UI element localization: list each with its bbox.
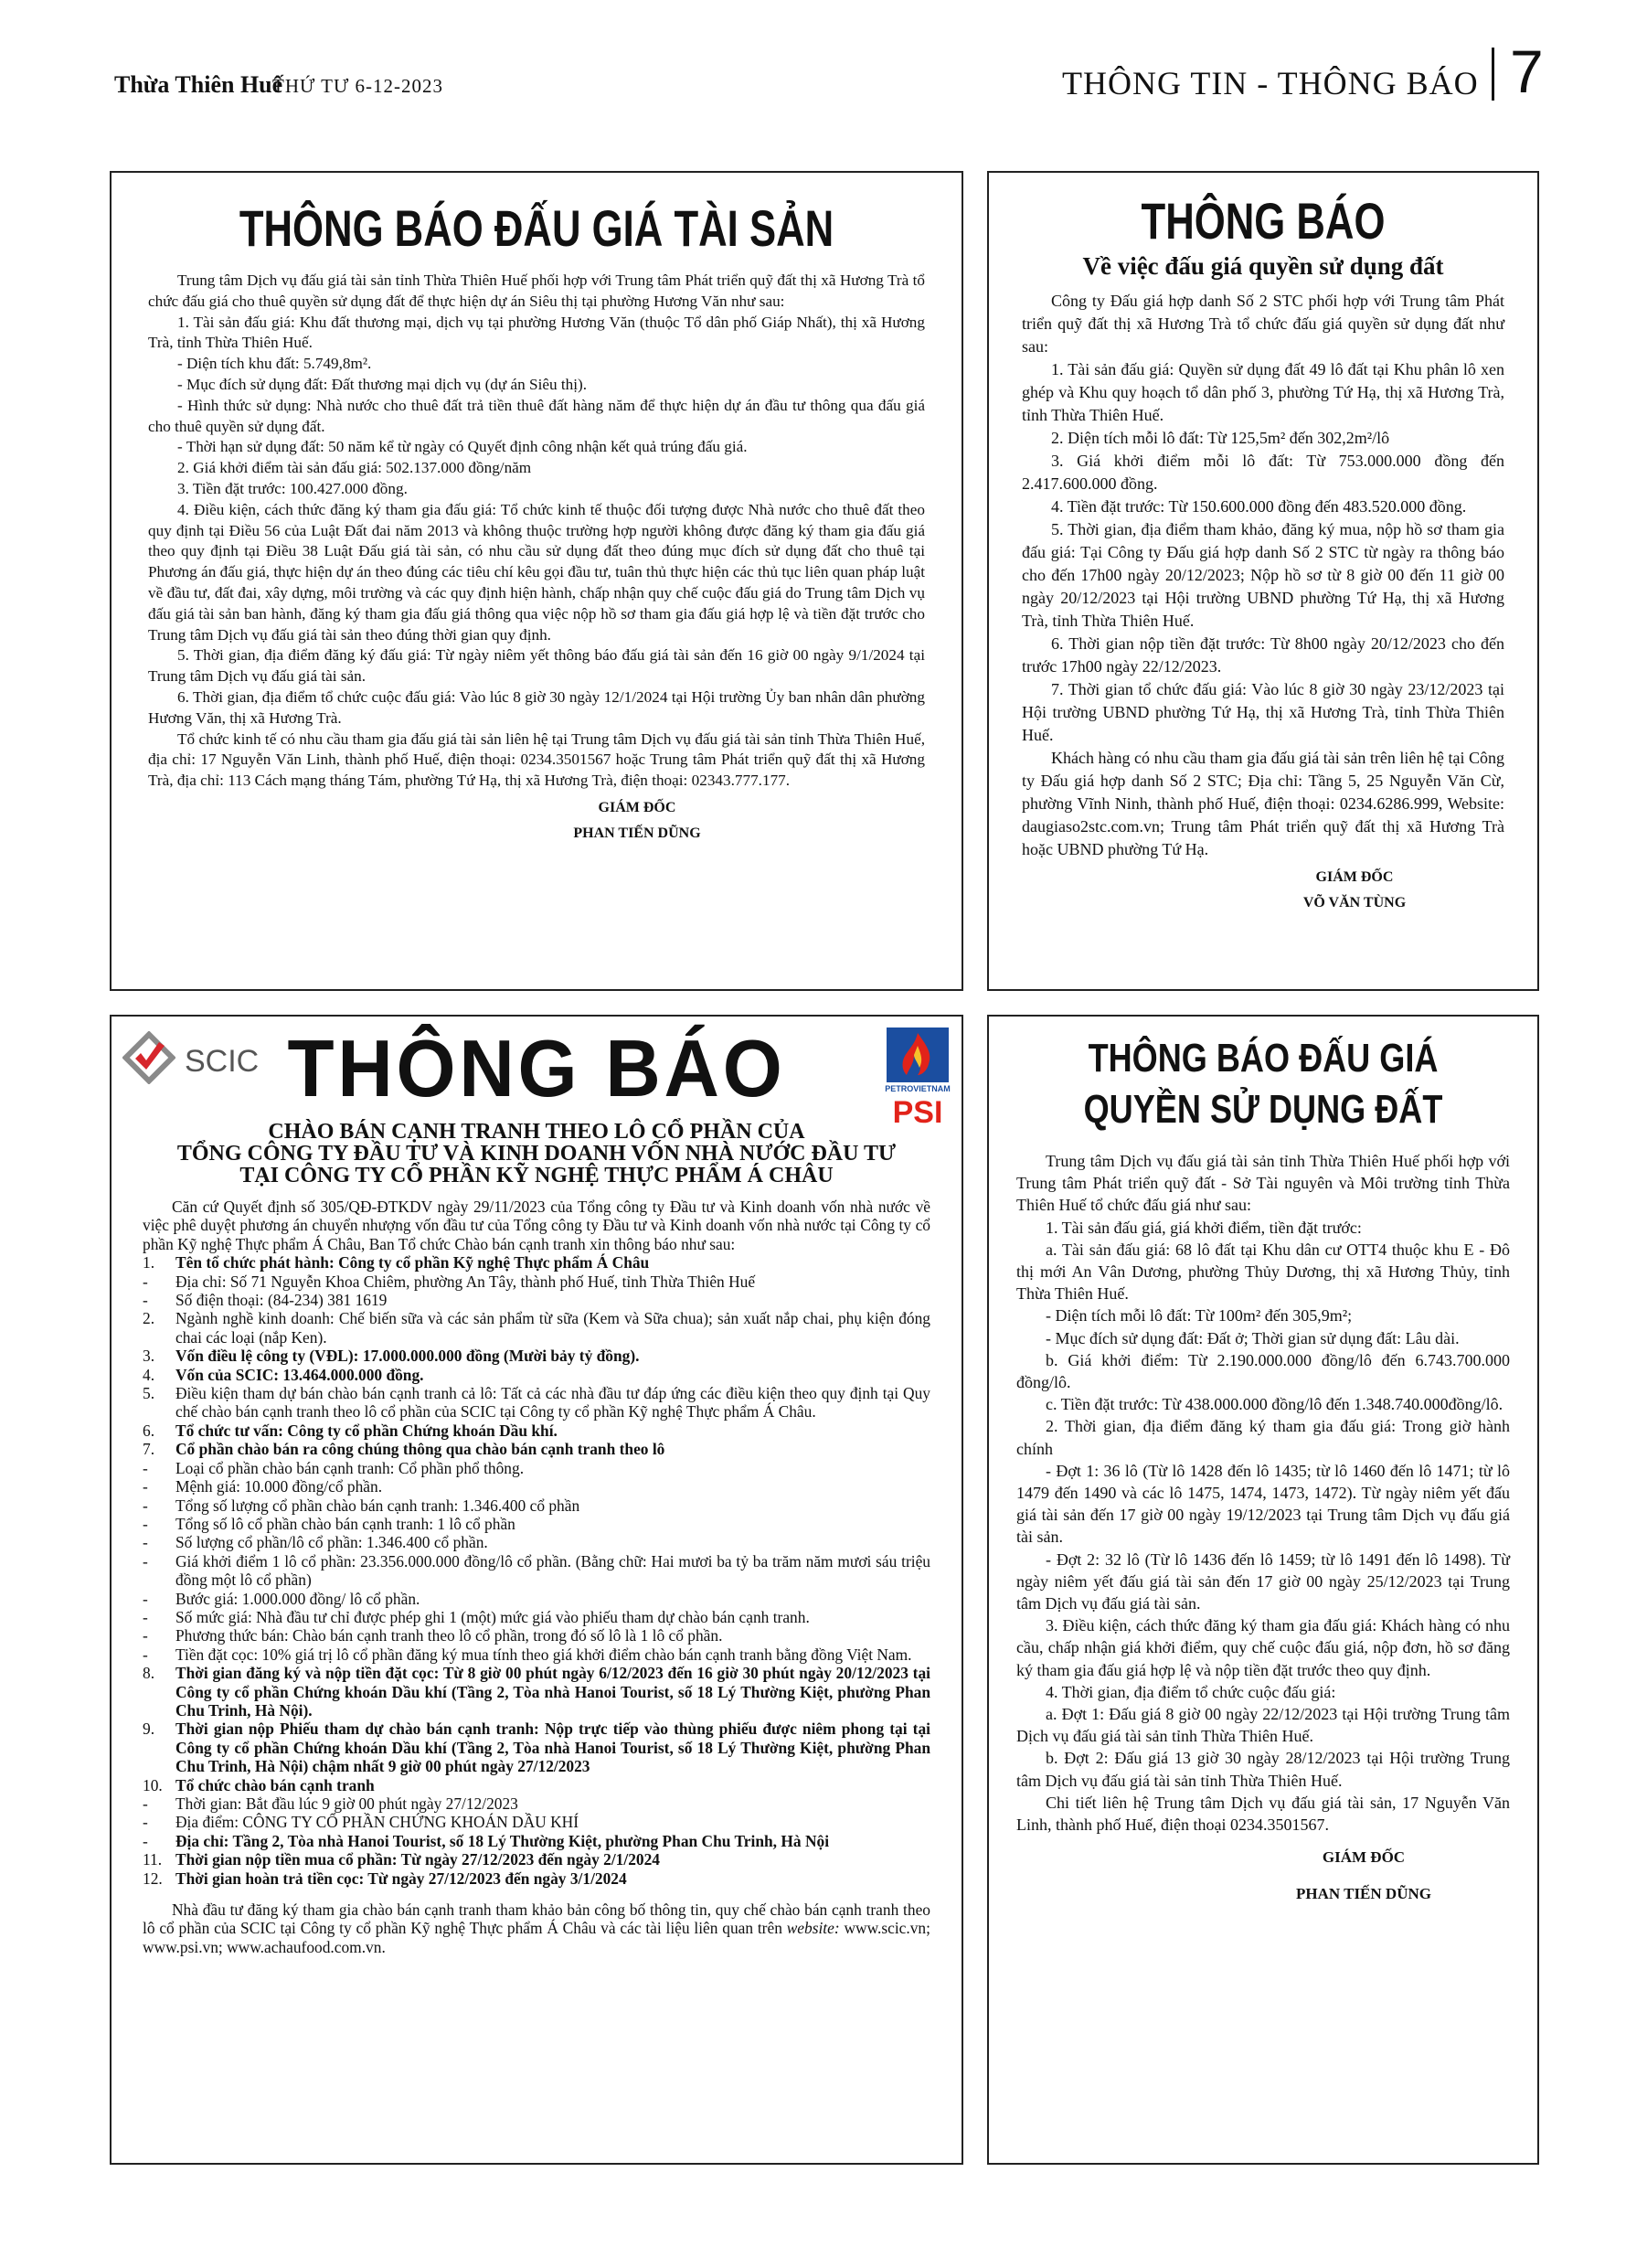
header-divider [1492, 48, 1494, 101]
paragraph: 2. Thời gian, địa điểm đăng ký tham gia đấu giá: Trong giờ hành chính [1016, 1417, 1510, 1458]
paragraph: 6. Thời gian, địa điểm tổ chức cuộc đấu giá: Vào lúc 8 giờ 30 ngày 12/1/2024 tại Hội trường Ủy ban nhân dân phường Hương Văn, thị xã Hương Trà. [148, 687, 925, 727]
paragraph: 3. Giá khởi điểm mỗi lô đất: Từ 753.000.000 đồng đến 2.417.600.000 đồng. [1022, 452, 1504, 493]
paragraph: 2. Diện tích mỗi lô đất: Từ 125,5m² đến 302,2m²/lô [1051, 429, 1390, 447]
list-item: - Địa chỉ: Tầng 2, Tòa nhà Hanoi Tourist, số 18 Lý Thường Kiệt, phường Phan Chu Trinh, Hà Nội [143, 1831, 830, 1850]
list-item: 9. Thời gian nộp Phiếu tham dự chào bán cạnh tranh: Nộp trực tiếp vào thùng phiếu được niêm phong tại tại Công ty cổ phần Chứng khoán Dầu khí (Tầng 2, Tòa nhà Hanoi Tourist, số 18 Lý Thường Kiệt, phường Phan Chu Trinh, Hà Nội) chậm nhất 9 giờ 00 phút ngày 27/12/2023 [143, 1720, 930, 1776]
list-item: - Tiền đặt cọc: 10% giá trị lô cổ phần đăng ký mua tính theo giá khởi điểm chào bán cạnh tranh bằng đồng Việt Nam. [143, 1645, 912, 1664]
paragraph: Công ty Đấu giá hợp danh Số 2 STC phối hợp với Trung tâm Phát triển quỹ đất thị xã Hương Trà tổ chức đấu giá quyền sử dụng đất như sau: [1022, 292, 1504, 356]
paragraph: Khách hàng có nhu cầu tham gia đấu giá tài sản trên liên hệ tại Công ty Đấu giá hợp danh Số 2 STC; Địa chỉ: Tầng 5, 25 Nguyễn Văn Cừ, phường Vĩnh Ninh, thành phố Huế, điện thoại: 0234.6286.999, Website: daugiaso2stc.com.vn; Trung tâm Phát triển quỹ đất thị xã Hương Trà hoặc UBND phường Tứ Hạ. [1022, 749, 1504, 858]
notice-asset-auction [110, 171, 963, 991]
notice-subtitle [143, 1121, 930, 1187]
paragraph: 5. Thời gian, địa điểm đăng ký đấu giá: Từ ngày niêm yết thông báo đấu giá tài sản đến 16 giờ 00 ngày 9/1/2024 tại Trung tâm Dịch vụ đấu giá tài sản. [148, 646, 925, 686]
paragraph: a. Đợt 1: Đấu giá 8 giờ 00 ngày 22/12/2023 tại Hội trường Trung tâm Dịch vụ đấu giá tài sản tỉnh Thừa Thiên Huế. [1016, 1705, 1510, 1746]
paragraph: - Diện tích khu đất: 5.749,8m². [177, 355, 372, 373]
list-item: - Địa điểm: CÔNG TY CỔ PHẦN CHỨNG KHOÁN DẦU KHÍ [143, 1813, 579, 1832]
paragraph: 5. Thời gian, địa điểm tham khảo, đăng ký mua, nộp hồ sơ tham gia đấu giá: Tại Công ty Đấu giá hợp danh Số 2 STC từ ngày ra thông báo cho đến 17h00 ngày 20/12/2023; Nộp hồ sơ từ 8 giờ 00 đến 11 giờ 00 ngày 20/12/2023 tại Hội trường UBND phường Tứ Hạ, thị xã Hương Trà, tỉnh Thừa Thiên Huế. [1022, 520, 1504, 630]
signature-name: PHAN TIẾN DŨNG [1296, 1885, 1431, 1903]
newspaper-name: Thừa Thiên Huế [114, 71, 283, 98]
list-item: 8. Thời gian đăng ký và nộp tiền đặt cọc: Từ 8 giờ 00 phút ngày 6/12/2023 đến 16 giờ 30 phút ngày 20/12/2023 tại Công ty cổ phần Chứng khoán Dầu khí (Tầng 2, Tòa nhà Hanoi Tourist, số 18 Lý Thường Kiệt, phường Phan Chu Trinh, Hà Nội). [143, 1664, 930, 1720]
notice-scic-share-offering [110, 1015, 963, 2165]
list-item: - Mệnh giá: 10.000 đồng/cổ phần. [143, 1477, 383, 1496]
subtitle-line: CHÀO BÁN CẠNH TRANH THEO LÔ CỔ PHẦN CỦA [268, 1120, 805, 1144]
paragraph: 3. Tiền đặt trước: 100.427.000 đồng. [177, 479, 408, 497]
signature [148, 795, 925, 847]
intro-paragraph: Căn cứ Quyết định số 305/QĐ-ĐTKDV ngày 29/11/2023 của Tổng công ty Đầu tư và Kinh doanh vốn nhà nước về việc phê duyệt phương án chuyển nhượng vốn đầu tư của Tổng công ty Đầu tư và Kinh doanh vốn nhà nước tại Công ty cổ phần Kỹ nghệ Thực phẩm Á Châu, Ban Tổ chức Chào bán cạnh tranh xin thông báo như sau: [143, 1198, 930, 1253]
subtitle-line: TỔNG CÔNG TY ĐẦU TƯ VÀ KINH DOANH VỐN NHÀ NƯỚC ĐẦU TƯ [176, 1142, 897, 1166]
notice-body [148, 271, 925, 792]
signature-role: GIÁM ĐỐC [598, 799, 676, 815]
notice-body [143, 1198, 930, 1956]
list-item: - Tổng số lượng cổ phần chào bán cạnh tranh: 1.346.400 cổ phần [143, 1496, 580, 1515]
list-item: 7. Cổ phần chào bán ra công chúng thông qua chào bán cạnh tranh theo lô [143, 1440, 665, 1459]
notice-land-use-right-auction [987, 1015, 1539, 2165]
section-title: THÔNG TIN - THÔNG BÁO [1062, 65, 1479, 101]
notice-subtitle: Về việc đấu giá quyền sử dụng đất [1082, 252, 1444, 280]
list-item: 1. Tên tổ chức phát hành: Công ty cổ phần Kỹ nghệ Thực phẩm Á Châu [143, 1253, 650, 1272]
paragraph: b. Giá khởi điểm: Từ 2.190.000.000 đồng/lô đến 6.743.700.000 đồng/lô. [1016, 1350, 1510, 1392]
paragraph: 6. Thời gian nộp tiền đặt trước: Từ 8h00 ngày 20/12/2023 cho đến trước 17h00 ngày 22/12/2023. [1022, 634, 1504, 676]
list-item: - Số mức giá: Nhà đầu tư chỉ được phép ghi 1 (một) mức giá vào phiếu tham dự chào bán cạnh tranh. [143, 1607, 810, 1626]
paragraph: 1. Tài sản đấu giá: Quyền sử dụng đất 49 lô đất tại Khu phân lô xen ghép và Khu quy hoạch tổ dân phố 3, phường Tứ Hạ, thị xã Hương Trà, tỉnh Thừa Thiên Huế. [1022, 360, 1504, 424]
subtitle-line: TẠI CÔNG TY CỔ PHẦN KỸ NGHỆ THỰC PHẨM Á CHÂU [239, 1164, 834, 1187]
signature-name: VÕ VĂN TÙNG [1302, 895, 1407, 910]
list-item: - Giá khởi điểm 1 lô cổ phần: 23.356.000.000 đồng/lô cổ phần. (Bằng chữ: Hai mươi ba tỷ ba trăm năm mươi sáu triệu đồng một lô cổ phần) [143, 1551, 930, 1590]
offering-items [143, 1253, 930, 1888]
paragraph: - Đợt 1: 36 lô (Từ lô 1428 đến lô 1435; từ lô 1460 đến lô 1471; từ lô 1479 đến 1490 và các lô 1475, 1474, 1473, 1472). Từ ngày niêm yết đấu giá tài sản đến 17 giờ 00 ngày 19/12/2023 tại Trung tâm Dịch vụ đấu giá tài sản. [1016, 1461, 1510, 1547]
list-item: - Số lượng cổ phần/lô cổ phần: 1.346.400 cổ phần. [143, 1533, 488, 1552]
paragraph: 4. Tiền đặt trước: Từ 150.600.000 đồng đến 483.520.000 đồng. [1051, 497, 1467, 516]
notice-title: THÔNG BÁO ĐẤU GIÁ TÀI SẢN [239, 199, 834, 257]
psi-logo-text: PSI [892, 1095, 943, 1130]
signature [1016, 1839, 1510, 1912]
paragraph: a. Tài sản đấu giá: 68 lô đất tại Khu dân cư OTT4 thuộc khu E - Đô thị mới An Vân Dương, phường Thủy Dương, thị xã Hương Thủy, tỉnh Thừa Thiên Huế. [1016, 1240, 1510, 1304]
paragraph: Chi tiết liên hệ Trung tâm Dịch vụ đấu giá tài sản, 17 Nguyễn Văn Linh, thành phố Huế, điện thoại 0234.3501567. [1016, 1793, 1510, 1835]
list-item: 2. Ngành nghề kinh doanh: Chế biến sữa và các sản phẩm từ sữa (Kem và Sữa chua); sản xuất nắp chai, phụ kiện đóng chai các loại (nắp Ken). [143, 1309, 930, 1347]
notice-title: THÔNG BÁO [1141, 192, 1386, 250]
paragraph: 7. Thời gian tổ chức đấu giá: Vào lúc 8 giờ 30 ngày 23/12/2023 tại Hội trường UBND phường Tứ Hạ, thị xã Hương Trà, tỉnh Thừa Thiên Huế. [1022, 680, 1504, 744]
list-item: 12. Thời gian hoàn trả tiền cọc: Từ ngày 27/12/2023 đến ngày 3/1/2024 [143, 1869, 627, 1888]
list-item: 10. Tổ chức chào bán cạnh tranh [143, 1775, 375, 1794]
websites-link[interactable]: www.scic.vn; www.psi.vn; www.achaufood.com.vn. [143, 1919, 930, 1956]
list-item: 11. Thời gian nộp tiền mua cổ phần: Từ ngày 27/12/2023 đến ngày 2/1/2024 [143, 1850, 660, 1869]
paragraph: 1. Tài sản đấu giá: Khu đất thương mại, dịch vụ tại phường Hương Văn (thuộc Tổ dân phố Giáp Nhất), thị xã Hương Trà, tỉnh Thừa Thiên Huế. [148, 313, 925, 352]
paragraph: - Đợt 2: 32 lô (Từ lô 1436 đến lô 1459; từ lô 1491 đến lô 1498). Từ ngày niêm yết đấu giá tài sản đến 17 giờ 00 ngày 25/12/2023 tại Trung tâm Dịch vụ đấu giá tài sản. [1016, 1549, 1510, 1613]
list-item: - Bước giá: 1.000.000 đồng/ lô cổ phần. [143, 1589, 420, 1608]
signature-role: GIÁM ĐỐC [1315, 869, 1394, 885]
list-item: 4. Vốn của SCIC: 13.464.000.000 đồng. [143, 1365, 424, 1384]
page-header [0, 0, 1647, 119]
list-item: - Thời gian: Bắt đầu lúc 9 giờ 00 phút ngày 27/12/2023 [143, 1794, 518, 1813]
paragraph: - Hình thức sử dụng: Nhà nước cho thuê đất trả tiền thuê đất hàng năm để thực hiện dự án đầu tư thông qua đấu giá cho thuê quyền sử dụng đất. [148, 396, 925, 435]
notice-body [1022, 290, 1504, 861]
issue-date: THỨ TƯ 6-12-2023 [272, 75, 444, 97]
notice-title: THÔNG BÁO ĐẤU GIÁ QUYỀN SỬ DỤNG ĐẤT [1083, 1036, 1443, 1132]
page-number: 7 [1510, 37, 1544, 105]
outro-paragraph: Nhà đầu tư đăng ký tham gia chào bán cạnh tranh tham khảo bản công bố thông tin, quy chế chào bán cạnh tranh theo lô cổ phần của SCIC tại Công ty cổ phần Kỹ nghệ Thực phẩm Á Châu và các tài liệu liên quan trên website: www.scic.vn; www.psi.vn; www.achaufood.com.vn. [143, 1901, 930, 1956]
paragraph: c. Tiền đặt trước: Từ 438.000.000 đồng/lô đến 1.348.740.000đồng/lô. [1046, 1395, 1504, 1414]
notice-land-auction-stc [987, 171, 1539, 991]
list-item: - Loại cổ phần chào bán cạnh tranh: Cổ phần phổ thông. [143, 1458, 525, 1477]
paragraph: - Mục đích sử dụng đất: Đất thương mại dịch vụ (dự án Siêu thị). [177, 375, 588, 393]
notice-body [1016, 1150, 1510, 1836]
list-item: 6. Tổ chức tư vấn: Công ty cổ phần Chứng khoán Dầu khí. [143, 1421, 558, 1440]
paragraph: Trung tâm Dịch vụ đấu giá tài sản tỉnh Thừa Thiên Huế phối hợp với Trung tâm Phát triển quỹ đất - Sở Tài nguyên và Môi trường tỉnh Thừa Thiên Huế tổ chức đấu giá như sau: [1016, 1152, 1510, 1215]
petrovietnam-text: PETROVIETNAM [885, 1084, 951, 1093]
paragraph: Trung tâm Dịch vụ đấu giá tài sản tỉnh Thừa Thiên Huế phối hợp với Trung tâm Phát triển quỹ đất thị xã Hương Trà tổ chức đấu giá cho thuê quyền sử dụng đất để thực hiện dự án Siêu thị tại phường Hương Văn như sau: [148, 272, 925, 310]
notice-title: THÔNG BÁO [287, 1023, 786, 1113]
paragraph: 2. Giá khởi điểm tài sản đấu giá: 502.137.000 đồng/năm [177, 459, 532, 477]
paragraph: 4. Điều kiện, cách thức đăng ký tham gia đấu giá: Tổ chức kinh tế thuộc đối tượng được Nhà nước cho thuê đất theo quy định tại Điều 56 của Luật Đất đai năm 2013 và không thuộc trường hợp người không được đăng ký tham gia đấu giá theo quy định tại Điều 38 Luật Đấu giá tài sản, có nhu cầu sử dụng đất theo đúng mục đích sử dụng đất cho thuê tại Phương án đấu giá, thực hiện dự án theo đúng các tiêu chí kêu gọi đầu tư, tuân thủ thực hiện các thủ tục liên quan pháp luật về đầu tư, đất đai, xây dựng, môi trường và các quy định hiện hành, chấp nhận quy chế cuộc đấu giá do Trung tâm Dịch vụ đấu giá tài sản ban hành, đăng ký tham gia đấu giá thông qua việc nộp hồ sơ tham gia đấu giá hợp lệ và tiền đặt trước cho Trung tâm Dịch vụ đấu giá tài sản theo đúng thời gian quy định. [148, 500, 925, 644]
signature-name: PHAN TIẾN DŨNG [573, 825, 701, 841]
paragraph: - Mục đích sử dụng đất: Đất ở; Thời gian sử dụng đất: Lâu dài. [1046, 1328, 1460, 1347]
paragraph: 4. Thời gian, địa điểm tổ chức cuộc đấu giá: [1046, 1682, 1336, 1701]
list-item: - Số điện thoại: (84-234) 381 1619 [143, 1291, 388, 1310]
list-item: - Địa chỉ: Số 71 Nguyễn Khoa Chiêm, phường An Tây, thành phố Huế, tỉnh Thừa Thiên Huế [143, 1272, 756, 1291]
signature-role: GIÁM ĐỐC [1322, 1848, 1406, 1867]
paragraph: Tổ chức kinh tế có nhu cầu tham gia đấu giá tài sản liên hệ tại Trung tâm Dịch vụ đấu giá tài sản tỉnh Thừa Thiên Huế, địa chỉ: 17 Nguyễn Văn Linh, thành phố Huế, điện thoại: 0234.3501567 hoặc Trung tâm Phát triển quỹ đất thị xã Hương Trà, địa chỉ: 113 Cách mạng tháng Tám, phường Tứ Hạ, thị xã Hương Trà, điện thoại: 02343.777.177. [148, 729, 925, 790]
list-item: 3. Vốn điều lệ công ty (VĐL): 17.000.000.000 đồng (Mười bảy tỷ đồng). [143, 1347, 640, 1366]
paragraph: 1. Tài sản đấu giá, giá khởi điểm, tiền đặt trước: [1046, 1218, 1362, 1237]
list-item: - Tổng số lô cổ phần chào bán cạnh tranh: 1 lô cổ phần [143, 1514, 515, 1533]
list-item: - Phương thức bán: Chào bán cạnh tranh theo lô cổ phần, trong đó số lô là 1 lô cổ phần. [143, 1626, 723, 1645]
signature [1022, 865, 1504, 916]
paragraph: 3. Điều kiện, cách thức đăng ký tham gia đấu giá: Khách hàng có nhu cầu, chấp nhận giá khởi điểm, quy chế cuộc đấu giá, nộp đơn, hồ sơ đăng ký tham gia đấu giá hợp lệ và nộp tiền đặt trước theo quy định. [1016, 1616, 1510, 1679]
list-item: 5. Điều kiện tham dự bán chào bán cạnh tranh cả lô: Tất cả các nhà đầu tư đáp ứng các điều kiện theo quy định tại Quy chế chào bán cạnh tranh theo lô cổ phần của SCIC tại Công ty cổ phần Kỹ nghệ Thực phẩm Á Châu. [143, 1384, 930, 1421]
paragraph: - Thời hạn sử dụng đất: 50 năm kể từ ngày có Quyết định công nhận kết quả trúng đấu giá. [177, 438, 748, 456]
paragraph: b. Đợt 2: Đấu giá 13 giờ 30 ngày 28/12/2023 tại Hội trường Trung tâm Dịch vụ đấu giá tài sản tỉnh Thừa Thiên Huế. [1016, 1749, 1510, 1790]
paragraph: - Diện tích mỗi lô đất: Từ 100m² đến 305,9m²; [1046, 1306, 1353, 1326]
scic-logo-text: SCIC [185, 1044, 260, 1079]
